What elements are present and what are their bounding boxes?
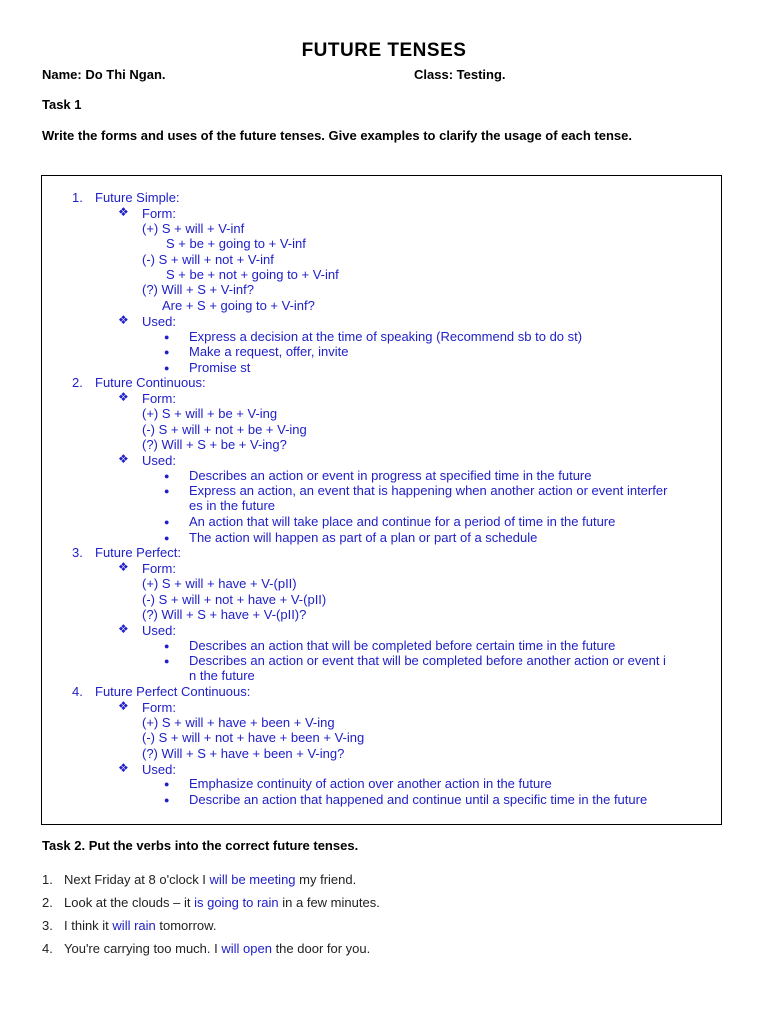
form-line: (+) S + will + V-inf (142, 221, 245, 236)
used-label: Used: (142, 762, 176, 777)
section-title: Future Perfect Continuous: (95, 684, 251, 699)
use-line: Describe an action that happened and continue until a specific time in the future (189, 792, 648, 807)
form-label: Form: (142, 561, 176, 576)
form-line: (-) S + will + not + have + been + V-ing (142, 730, 365, 745)
diamond-bullet-icon: ❖ (118, 622, 129, 636)
diamond-bullet-icon: ❖ (118, 390, 129, 404)
form-line: S + be + going to + V-inf (166, 236, 306, 251)
form-line: (+) S + will + be + V-ing (142, 406, 278, 421)
use-line: Describes an action or event in progress at specified time in the future (189, 468, 592, 483)
exercise-answer: is going to rain (194, 895, 279, 910)
form-line: (+) S + will + have + been + V-ing (142, 715, 335, 730)
exercise-item (42, 918, 216, 933)
exercise-number: 1. (42, 872, 53, 887)
exercise-number: 4. (42, 941, 53, 956)
dot-bullet-icon: ● (164, 347, 170, 357)
exercise-item (42, 872, 356, 887)
form-line: (?) Will + S + V-inf? (142, 282, 254, 297)
use-line: n the future (189, 668, 255, 683)
use-line: Make a request, offer, invite (189, 344, 349, 359)
dot-bullet-icon: ● (164, 656, 170, 666)
section-number: 3. (72, 545, 83, 560)
form-line: (+) S + will + have + V-(pII) (142, 576, 297, 591)
student-name: Name: Do Thi Ngan. (42, 67, 166, 82)
task1-heading: Task 1 (42, 97, 82, 112)
form-label: Form: (142, 206, 176, 221)
use-line: es in the future (189, 498, 275, 513)
form-line: (?) Will + S + have + V-(pII)? (142, 607, 307, 622)
dot-bullet-icon: ● (164, 332, 170, 342)
diamond-bullet-icon: ❖ (118, 313, 129, 327)
exercise-answer: will rain (112, 918, 156, 933)
use-line: An action that will take place and continue for a period of time in the future (189, 514, 616, 529)
section-number: 4. (72, 684, 83, 699)
exercise-number: 3. (42, 918, 53, 933)
use-line: Describes an action or event that will be completed before another action or event i (189, 653, 666, 668)
exercise-text-after: tomorrow. (155, 918, 217, 933)
form-label: Form: (142, 700, 176, 715)
diamond-bullet-icon: ❖ (118, 205, 129, 219)
use-line: Emphasize continuity of action over another action in the future (189, 776, 552, 791)
form-line: (?) Will + S + have + been + V-ing? (142, 746, 345, 761)
dot-bullet-icon: ● (164, 486, 170, 496)
diamond-bullet-icon: ❖ (118, 560, 129, 574)
used-label: Used: (142, 314, 176, 329)
section-number: 2. (72, 375, 83, 390)
form-line: (-) S + will + not + V-inf (142, 252, 274, 267)
exercise-item (42, 895, 380, 910)
exercise-item (42, 941, 370, 956)
diamond-bullet-icon: ❖ (118, 699, 129, 713)
dot-bullet-icon: ● (164, 641, 170, 651)
dot-bullet-icon: ● (164, 533, 170, 543)
exercise-text-after: the door for you. (271, 941, 371, 956)
diamond-bullet-icon: ❖ (118, 452, 129, 466)
form-line: (?) Will + S + be + V-ing? (142, 437, 287, 452)
exercise-text-before: I think it (64, 918, 113, 933)
exercise-text-before: Look at the clouds – it (64, 895, 195, 910)
dot-bullet-icon: ● (164, 779, 170, 789)
use-line: The action will happen as part of a plan or part of a schedule (189, 530, 538, 545)
exercise-text-before: You're carrying too much. I (64, 941, 222, 956)
form-line: (-) S + will + not + have + V-(pII) (142, 592, 327, 607)
used-label: Used: (142, 623, 176, 638)
section-title: Future Simple: (95, 190, 180, 205)
form-line: S + be + not + going to + V-inf (166, 267, 339, 282)
exercise-text-after: in a few minutes. (278, 895, 380, 910)
use-line: Express an action, an event that is happening when another action or event interfer (189, 483, 668, 498)
dot-bullet-icon: ● (164, 363, 170, 373)
task1-instruction: Write the forms and uses of the future tenses. Give examples to clarify the usage of each tense. (42, 128, 632, 143)
use-line: Promise st (189, 360, 251, 375)
section-number: 1. (72, 190, 83, 205)
dot-bullet-icon: ● (164, 795, 170, 805)
diamond-bullet-icon: ❖ (118, 761, 129, 775)
use-line: Describes an action that will be completed before certain time in the future (189, 638, 616, 653)
use-line: Express a decision at the time of speaking (Recommend sb to do st) (189, 329, 583, 344)
exercise-answer: will be meeting (209, 872, 296, 887)
section-title: Future Perfect: (95, 545, 181, 560)
student-class: Class: Testing. (414, 67, 506, 82)
exercise-text-before: Next Friday at 8 o'clock I (64, 872, 210, 887)
task2-heading: Task 2. Put the verbs into the correct future tenses. (42, 838, 359, 853)
dot-bullet-icon: ● (164, 517, 170, 527)
form-line: (-) S + will + not + be + V-ing (142, 422, 307, 437)
used-label: Used: (142, 453, 176, 468)
section-title: Future Continuous: (95, 375, 206, 390)
exercise-answer: will open (221, 941, 272, 956)
form-line: Are + S + going to + V-inf? (162, 298, 315, 313)
exercise-number: 2. (42, 895, 53, 910)
exercise-text-after: my friend. (295, 872, 357, 887)
dot-bullet-icon: ● (164, 471, 170, 481)
form-label: Form: (142, 391, 176, 406)
document-title: FUTURE TENSES (301, 40, 467, 61)
